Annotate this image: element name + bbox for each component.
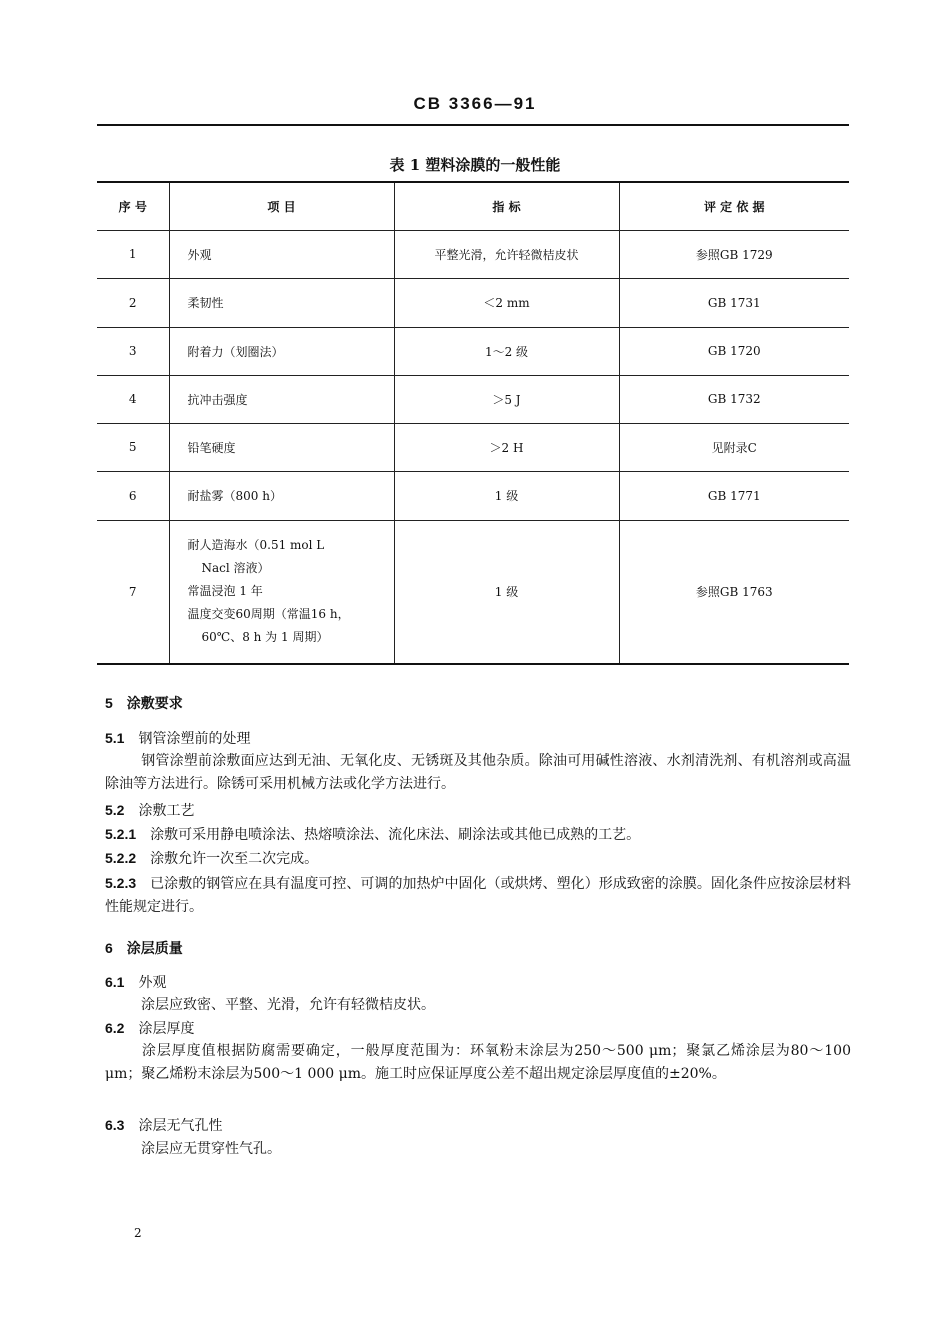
- section-title: 涂层质量: [126, 941, 183, 957]
- row-item-line: 温度交变60周期（常温16 h，: [187, 607, 350, 622]
- section-title: 外观: [138, 975, 167, 991]
- section-number: 6.1: [105, 974, 125, 990]
- row-no: 4: [97, 375, 169, 423]
- row-basis: 参照GB 1763: [619, 520, 849, 664]
- section-title: 涂层无气孔性: [138, 1118, 223, 1134]
- col-header-item: 项 目: [169, 182, 394, 230]
- clause: [105, 848, 318, 868]
- col-header-indicator: 指 标: [394, 182, 619, 230]
- paragraph-text: 涂层厚度值根据防腐需要确定，一般厚度范围为：环氧粉末涂层为250～500 μm；聚氯乙烯涂层为80～100 μm；聚乙烯粉末涂层为500～1 000 μm。施工时应保证厚度公差不超出规定涂层厚度值的±20%。: [105, 1043, 851, 1082]
- row-no: 2: [97, 278, 169, 327]
- row-item: 铅笔硬度: [169, 423, 394, 471]
- page-number: 2: [134, 1226, 142, 1240]
- row-no: 6: [97, 471, 169, 520]
- paragraph-text: 涂层应无贯穿性气孔。: [141, 1141, 281, 1157]
- section-number: 6.2: [105, 1020, 125, 1036]
- row-basis: GB 1771: [619, 471, 849, 520]
- row-item: 耐盐雾（800 h）: [169, 471, 394, 520]
- row-item: 柔韧性: [169, 278, 394, 327]
- paragraph: [105, 1138, 851, 1161]
- clause-text: 涂敷可采用静电喷涂法、热熔喷涂法、流化床法、刷涂法或其他已成熟的工艺。: [150, 827, 641, 843]
- subsection-heading: [105, 1115, 222, 1135]
- section-number: 5.2.2: [105, 850, 137, 866]
- clause-text: 涂敷允许一次至二次完成。: [150, 851, 319, 867]
- row-item: 抗冲击强度: [169, 375, 394, 423]
- subsection-heading: [105, 1018, 194, 1038]
- table-row: [97, 520, 849, 664]
- section-number: 5.2: [105, 802, 125, 818]
- row-indicator: ＞5 J: [394, 375, 619, 423]
- clause: [105, 872, 851, 919]
- row-no: 3: [97, 327, 169, 375]
- row-item: 外观: [169, 230, 394, 278]
- paragraph: [105, 1040, 851, 1086]
- row-item-line: 常温浸泡 1 年: [187, 584, 263, 599]
- row-indicator: ＜2 mm: [394, 278, 619, 327]
- row-basis: GB 1731: [619, 278, 849, 327]
- table-row: [97, 423, 849, 471]
- col-header-basis: 评 定 依 据: [619, 182, 849, 230]
- subsection-heading: [105, 728, 250, 748]
- paragraph: [105, 750, 851, 796]
- coating-properties-table: [97, 181, 849, 665]
- section-number: 5.2.3: [105, 875, 137, 891]
- table-row: [97, 278, 849, 327]
- section-title: 涂敷要求: [126, 696, 183, 712]
- row-item: [169, 520, 394, 664]
- table-row: [97, 375, 849, 423]
- table-caption: 表 1 塑料涂膜的一般性能: [389, 156, 561, 174]
- section-number: 5.2.1: [105, 826, 137, 842]
- section-title: 涂层厚度: [138, 1021, 195, 1037]
- row-indicator: 1 级: [394, 471, 619, 520]
- section-title: 涂敷工艺: [138, 803, 195, 819]
- paragraph: [105, 994, 851, 1017]
- row-no: 7: [97, 520, 169, 664]
- section-heading: [105, 693, 183, 713]
- table-header-row: [97, 182, 849, 230]
- table-row: [97, 471, 849, 520]
- subsection-heading: [105, 800, 194, 820]
- col-header-no: 序 号: [118, 199, 147, 214]
- section-number: 5.1: [105, 730, 125, 746]
- row-indicator: 平整光滑，允许轻微桔皮状: [394, 230, 619, 278]
- section-title: 钢管涂塑前的处理: [138, 731, 251, 747]
- section-number: 6.3: [105, 1117, 125, 1133]
- row-basis: 见附录C: [619, 423, 849, 471]
- row-indicator: ＞2 H: [394, 423, 619, 471]
- section-heading: [105, 938, 183, 958]
- standard-code-header: CB 3366—91: [413, 94, 537, 113]
- row-basis: GB 1732: [619, 375, 849, 423]
- clause-text: 已涂敷的钢管应在具有温度可控、可调的加热炉中固化（或烘烤、塑化）形成致密的涂膜。固化条件应按涂层材料性能规定进行。: [105, 876, 851, 915]
- section-number: 6: [105, 940, 113, 956]
- row-item: 附着力（划圈法）: [169, 327, 394, 375]
- table-row: [97, 230, 849, 278]
- section-number: 5: [105, 695, 113, 711]
- table-row: [97, 327, 849, 375]
- clause: [105, 824, 640, 844]
- row-item-line: 60℃、8 h 为 1 周期）: [201, 630, 329, 645]
- row-indicator: 1 级: [394, 520, 619, 664]
- row-no: 5: [97, 423, 169, 471]
- row-basis: 参照GB 1729: [619, 230, 849, 278]
- subsection-heading: [105, 972, 166, 992]
- row-basis: GB 1720: [619, 327, 849, 375]
- row-no: 1: [97, 230, 169, 278]
- row-item-line: Nacl 溶液）: [201, 561, 270, 576]
- paragraph-text: 钢管涂塑前涂敷面应达到无油、无氧化皮、无锈斑及其他杂质。除油可用碱性溶液、水剂清洗剂、有机溶剂或高温除油等方法进行。除锈可采用机械方法或化学方法进行。: [105, 753, 851, 792]
- row-item-line: 耐人造海水（0.51 mol L: [187, 538, 325, 553]
- row-indicator: 1～2 级: [394, 327, 619, 375]
- header-rule: [97, 124, 849, 126]
- paragraph-text: 涂层应致密、平整、光滑，允许有轻微桔皮状。: [141, 997, 435, 1013]
